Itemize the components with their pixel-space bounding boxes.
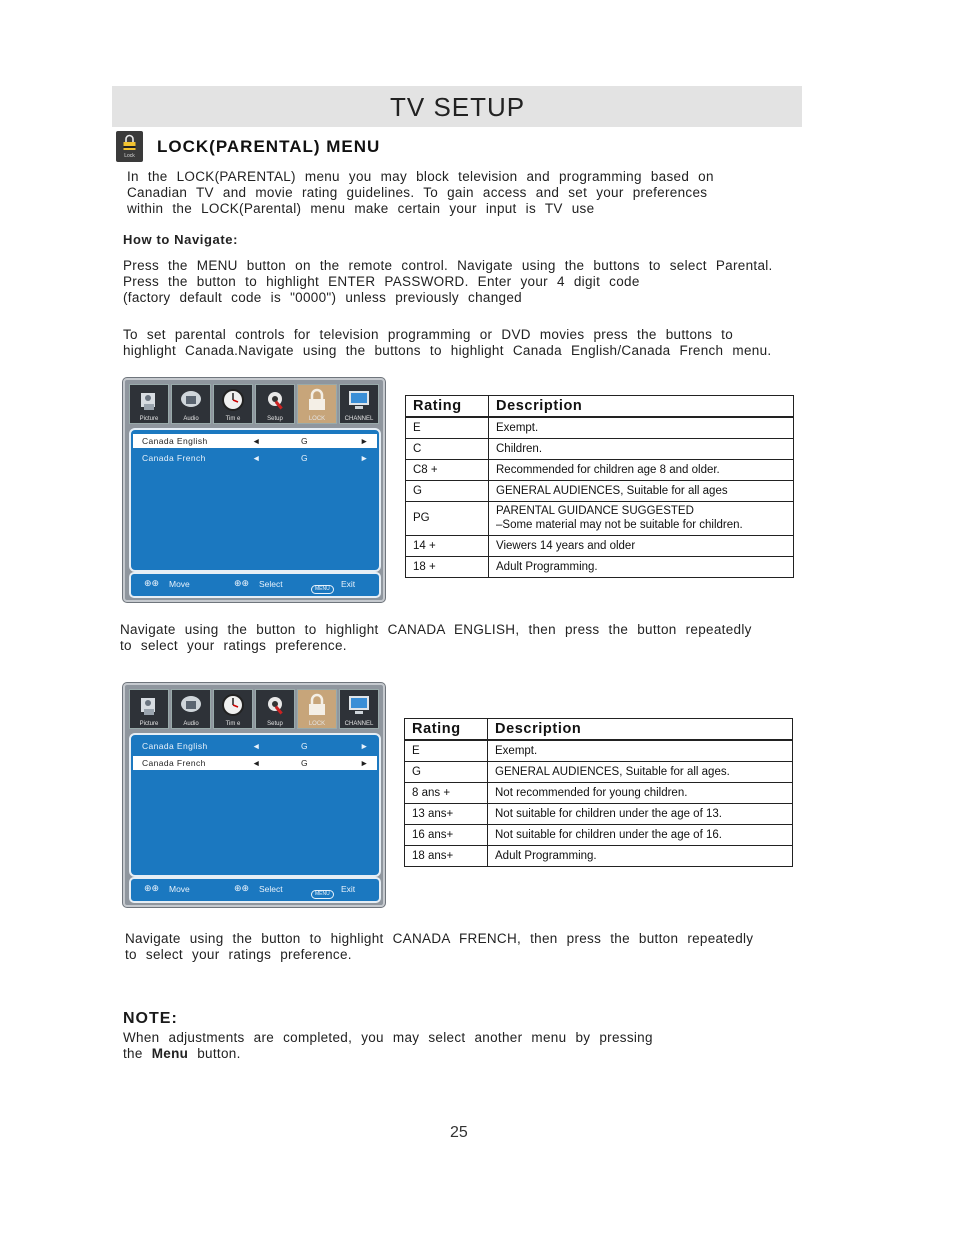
header-rating: Rating (405, 719, 488, 741)
tab-lock[interactable]: LOCK (297, 689, 337, 729)
select-label: Select (259, 884, 283, 894)
arrow-right-icon[interactable]: ► (360, 453, 369, 463)
arrow-right-icon[interactable]: ► (360, 741, 369, 751)
table-row: 16 ans+ Not suitable for children under the age of 16. (405, 824, 793, 845)
tab-channel[interactable]: CHANNEL (339, 689, 379, 729)
tab-picture[interactable]: Picture (129, 689, 169, 729)
table-row: PG PARENTAL GUIDANCE SUGGESTED –Some material may not be suitable for children. (406, 501, 794, 535)
menu-key-icon: MENU (311, 585, 334, 594)
header-description: Description (489, 396, 794, 418)
move-arrows-icon: ⊕⊕ (144, 883, 160, 893)
table-row: 18 + Adult Programming. (406, 556, 794, 577)
menu-footer (129, 877, 381, 903)
tab-audio[interactable]: Audio (171, 689, 211, 729)
nav-line: (factory default code is "0000") unless previously changed (123, 290, 522, 305)
menu-footer (129, 572, 381, 598)
arrow-left-icon[interactable]: ◄ (252, 436, 261, 446)
table-row: C8 + Recommended for children age 8 and older. (406, 459, 794, 480)
menu-row-canada-english[interactable]: Canada English ◄ G ► (142, 741, 369, 751)
nav-paragraph-2 (123, 327, 883, 359)
arrow-left-icon[interactable]: ◄ (252, 741, 261, 751)
how-to-heading: How to Navigate: (123, 232, 239, 247)
rating-table-french (404, 718, 793, 867)
note-paragraph (123, 1030, 823, 1062)
tab-audio[interactable]: Audio (171, 384, 211, 424)
exit-label: Exit (341, 884, 356, 894)
menu-key-icon: MENU (311, 890, 334, 899)
move-label: Move (169, 884, 190, 894)
page-number: 25 (450, 1124, 468, 1141)
time-icon (221, 693, 245, 717)
tab-time[interactable]: Tim e (213, 384, 253, 424)
menu-row-canada-english[interactable]: Canada English ◄ G ► (133, 434, 377, 448)
lock-badge (116, 131, 143, 162)
after-line: Navigate using the button to highlight CANADA FRENCH, then press the button repeatedly (125, 931, 754, 946)
arrow-left-icon[interactable]: ◄ (252, 453, 261, 463)
time-icon (221, 388, 245, 412)
menu-screen (129, 733, 381, 877)
channel-icon (346, 693, 372, 717)
select-arrows-icon: ⊕⊕ (234, 578, 250, 588)
menu-row-canada-french[interactable]: Canada French ◄ G ► (133, 756, 377, 770)
exit-label: Exit (341, 579, 356, 589)
tv-menu-french (123, 683, 385, 907)
nav-line: Press the MENU button on the remote control. Navigate using the buttons to select Parental. (123, 258, 773, 273)
lock-badge-label: Lock (124, 153, 135, 159)
picture-icon (138, 693, 160, 717)
note-title: NOTE: (123, 1010, 178, 1027)
menu-tab-bar (129, 384, 379, 424)
after-french-paragraph (125, 931, 885, 963)
select-arrows-icon: ⊕⊕ (234, 883, 250, 893)
setup-icon (264, 388, 286, 412)
menu-keyword: Menu (151, 1046, 189, 1061)
move-arrows-icon: ⊕⊕ (144, 578, 160, 588)
table-row: E Exempt. (405, 740, 793, 761)
table-row: 18 ans+ Adult Programming. (405, 845, 793, 866)
lock-icon (122, 134, 137, 151)
menu-screen (129, 428, 381, 572)
arrow-right-icon[interactable]: ► (360, 758, 369, 768)
intro-paragraph (127, 169, 807, 217)
section-title: LOCK(PARENTAL) MENU (157, 137, 381, 156)
rating-table-english (405, 395, 794, 578)
arrow-left-icon[interactable]: ◄ (252, 758, 261, 768)
audio-icon (178, 388, 204, 412)
table-row: G GENERAL AUDIENCES, Suitable for all ages. (405, 761, 793, 782)
tab-lock[interactable]: LOCK (297, 384, 337, 424)
table-row: 8 ans + Not recommended for young children. (405, 782, 793, 803)
nav-line: highlight Canada.Navigate using the buttons to highlight Canada English/Canada French menu. (123, 343, 772, 358)
after-english-paragraph (120, 622, 880, 654)
nav-paragraph-1 (123, 258, 883, 306)
table-row: 14 + Viewers 14 years and older (406, 535, 794, 556)
tab-time[interactable]: Tim e (213, 689, 253, 729)
after-line: to select your ratings preference. (120, 638, 347, 653)
select-label: Select (259, 579, 283, 589)
table-row: E Exempt. (406, 417, 794, 438)
table-row: C Children. (406, 438, 794, 459)
audio-icon (178, 693, 204, 717)
lock-icon (306, 693, 328, 717)
tv-menu-english (123, 378, 385, 602)
header-rating: Rating (406, 396, 489, 418)
after-line: Navigate using the button to highlight CANADA ENGLISH, then press the button repeatedly (120, 622, 752, 637)
picture-icon (138, 388, 160, 412)
nav-line: Press the button to highlight ENTER PASSWORD. Enter your 4 digit code (123, 274, 640, 289)
after-line: to select your ratings preference. (125, 947, 352, 962)
note-line: When adjustments are completed, you may select another menu by pressing (123, 1030, 653, 1045)
lock-icon (306, 388, 328, 412)
table-row: 13 ans+ Not suitable for children under the age of 13. (405, 803, 793, 824)
tab-channel[interactable]: CHANNEL (339, 384, 379, 424)
tab-setup[interactable]: Setup (255, 689, 295, 729)
header-description: Description (488, 719, 793, 741)
note-line: the Menu button. (123, 1046, 241, 1061)
menu-row-canada-french[interactable]: Canada French ◄ G ► (142, 453, 369, 463)
tab-picture[interactable]: Picture (129, 384, 169, 424)
table-row: G GENERAL AUDIENCES, Suitable for all ages (406, 480, 794, 501)
arrow-right-icon[interactable]: ► (360, 436, 369, 446)
nav-line: To set parental controls for television programming or DVD movies press the buttons to (123, 327, 734, 342)
intro-line: within the LOCK(Parental) menu make certain your input is TV use (127, 201, 595, 216)
setup-icon (264, 693, 286, 717)
page-title: TV SETUP (390, 92, 526, 122)
move-label: Move (169, 579, 190, 589)
intro-line: In the LOCK(PARENTAL) menu you may block television and programming based on (127, 169, 714, 184)
table-header-row (405, 719, 793, 741)
tab-setup[interactable]: Setup (255, 384, 295, 424)
table-header-row (406, 396, 794, 418)
intro-line: Canadian TV and movie rating guidelines. To gain access and set your preferences (127, 185, 708, 200)
channel-icon (346, 388, 372, 412)
menu-tab-bar (129, 689, 379, 729)
